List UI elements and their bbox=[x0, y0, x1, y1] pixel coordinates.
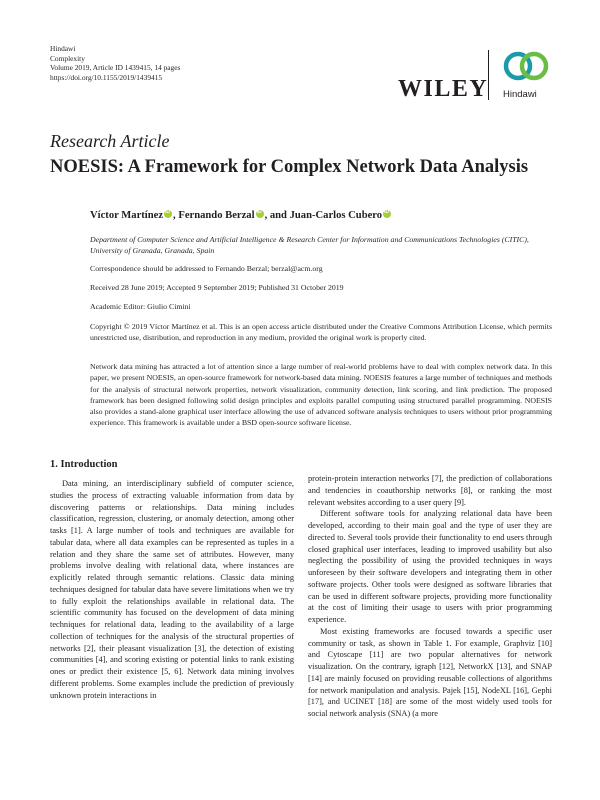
logo-divider bbox=[488, 50, 489, 100]
academic-editor: Academic Editor: Giulio Cimini bbox=[90, 302, 191, 311]
journal-info bbox=[50, 44, 180, 82]
paragraph: Most existing frameworks are focused towards a specific user community or task, as shown in Table 1. For example, Graphviz [10] and Cytoscape [11] are two popular alternatives for network visualization. On the contrary, igraph [12], NetworkX [13], and SNAP [14] are mainly focused on providing reusable collections of algorithms for network manipulation and analysis. Pajek [15], NodeXL [16], Gephi [17], and UCINET [18] are some of the most widely used tools for social network analysis (SNA) (a more bbox=[308, 626, 552, 718]
journal-name: Complexity bbox=[50, 53, 85, 63]
paragraph: Data mining, an interdisciplinary subfield of computer science, studies the process of extracting valuable information from data by discovering patterns or relationships. Data mining includes classification, regression, clustering, or anomaly detection, among other tasks [1]. A large number of tools and techniques are available for tabular data, where all data examples can be represented as tuples in a relation and they share the same set of attributes. However, many problems involve dealing with relational data, where instances are explicitly related through semantic relations. Classic data mining techniques designed for tabular data have severe limitations when we try to fully exploit the relationships available in relational data. The scientific community has focused on the development of data mining techniques for relational data, leading to the availability of a large collection of techniques for the analysis of the structural properties of networks [2], their pleasant visualization [3], the detection of existing communities [4], and scoring existing or potential links to rank existing ones or predict their existence [5, 6]. Network data mining involves different problems. Some examples include the prediction of previously unknown protein interactions in bbox=[50, 479, 294, 700]
hindawi-rings-icon bbox=[496, 46, 558, 88]
author-list bbox=[90, 210, 392, 221]
affiliation: Department of Computer Science and Artificial Intelligence & Research Center for Information and Communications Technologies (CITIC), University of Granada, Granada, Spain bbox=[90, 235, 529, 256]
page-title: NOESIS: A Framework for Complex Network Data Analysis bbox=[50, 157, 529, 177]
copyright: Copyright © 2019 Víctor Martínez et al. This is an open access article distributed under the Creative Commons Attribution License, which permits unrestricted use, distribution, and reproduction in any medium, provided the original work is properly cited. bbox=[90, 322, 552, 343]
journal-doi[interactable]: https://doi.org/10.1155/2019/1439415 bbox=[50, 72, 163, 82]
orcid-icon[interactable] bbox=[164, 210, 172, 218]
orcid-icon[interactable] bbox=[383, 210, 391, 218]
abstract: Network data mining has attracted a lot of attention since a large number of real-world problems have to deal with complex network data. In this paper, we present NOESIS, an open-source framework for network-based data mining. NOESIS features a large number of techniques and methods for the analysis of structural network properties, network visualization, community detection, link scoring, and link prediction. The proposed framework has been designed following solid design principles and exploits parallel computing using structured parallel programming. NOESIS also provides a stand-alone graphical user interface allowing the use of advanced software analysis techniques to users without prior programming experience. This framework is available under a BSD open-source software license. bbox=[90, 362, 552, 428]
column-right bbox=[308, 473, 552, 720]
author-1: Víctor Martínez bbox=[90, 210, 164, 221]
correspondence: Correspondence should be addressed to Fernando Berzal; berzal@acm.org bbox=[90, 264, 323, 273]
author-3: , and Juan-Carlos Cubero bbox=[264, 210, 383, 221]
paragraph: Different software tools for analyzing relational data have been developed, according to their main goal and the type of user they are directed to. Several tools provide their functionality to end users through closed graphical user interfaces, leading to improved usability but also neglecting the possibility of using the provided techniques in ways unforeseen by their software developers and integrating them in other software projects. Other tools were designed as software libraries that can be used in different software projects, providing more functionality at the cost of limiting their usage to users with prior programming experience. bbox=[308, 509, 552, 624]
journal-volume: Volume 2019, Article ID 1439415, 14 pages bbox=[50, 63, 181, 73]
article-type: Research Article bbox=[50, 131, 170, 151]
hindawi-logo-text: Hindawi bbox=[503, 89, 537, 100]
author-2: , Fernando Berzal bbox=[173, 210, 255, 221]
column-left bbox=[50, 478, 294, 701]
paragraph: protein-protein interaction networks [7], the prediction of collaborations and tendencies in coauthorship networks [8], or ranking the most relevant websites according to a user query [9]. bbox=[308, 474, 552, 507]
orcid-icon[interactable] bbox=[256, 210, 264, 218]
journal-publisher: Hindawi bbox=[50, 44, 76, 53]
dates: Received 28 June 2019; Accepted 9 September 2019; Published 31 October 2019 bbox=[90, 283, 344, 292]
section-heading: 1. Introduction bbox=[50, 459, 118, 470]
wiley-logo: WILEY bbox=[398, 76, 489, 102]
